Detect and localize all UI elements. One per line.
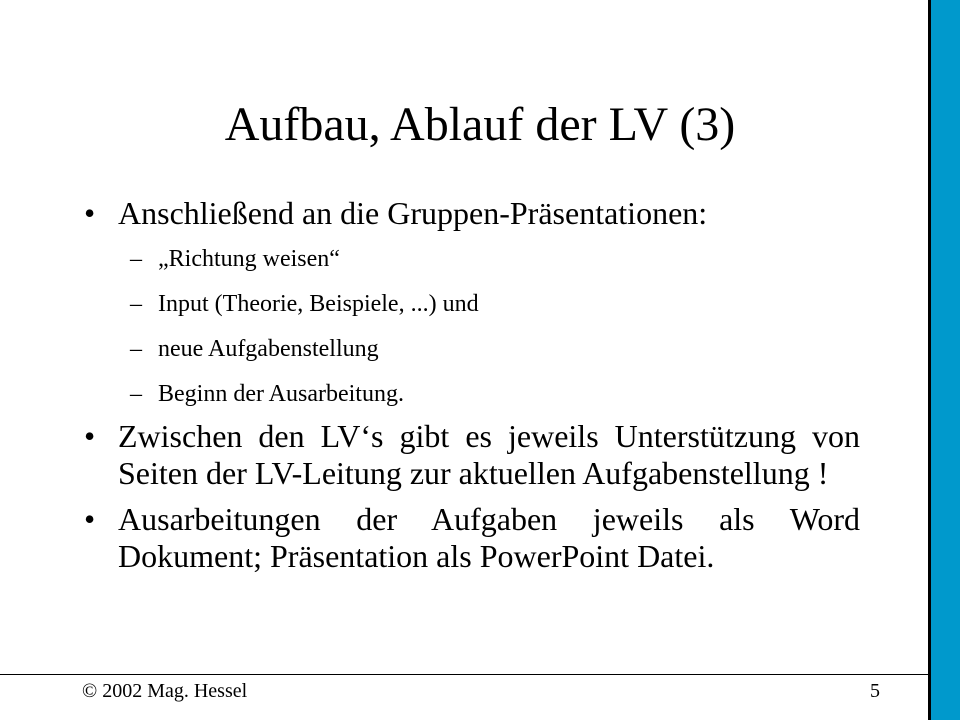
dash-icon: – — [130, 246, 142, 272]
bullet-text: Anschließend an die Gruppen-Präsentationen: — [118, 195, 708, 231]
bullet-icon: • — [84, 195, 96, 231]
sidebar-bar — [928, 0, 960, 720]
sub-item — [80, 379, 860, 409]
sub-item-text: Input (Theorie, Beispiele, ...) und — [158, 291, 479, 317]
sub-item-text: Beginn der Ausarbeitung. — [158, 381, 404, 407]
bullet-icon: • — [84, 501, 96, 537]
slide-title: Aufbau, Ablauf der LV (3) — [224, 98, 736, 151]
footer-page-number: 5 — [870, 680, 880, 702]
sub-item — [80, 289, 860, 319]
slide-content — [80, 195, 860, 575]
footer-copyright: © 2002 Mag. Hessel — [82, 680, 248, 702]
sub-item-text: „Richtung weisen“ — [158, 246, 340, 272]
dash-icon: – — [130, 381, 142, 407]
footer-divider — [0, 674, 928, 675]
sub-item — [80, 334, 860, 364]
bullet-item — [80, 501, 860, 575]
bullet-text: Ausarbeitungen der Aufgaben jeweils als Word Dokument; Präsentation als PowerPoint Datei. — [118, 501, 860, 574]
dash-icon: – — [130, 336, 142, 362]
sub-item — [80, 244, 860, 274]
sub-item-text: neue Aufgabenstellung — [158, 336, 379, 362]
bullet-item — [80, 195, 860, 232]
bullet-icon: • — [84, 418, 96, 454]
dash-icon: – — [130, 291, 142, 317]
bullet-item — [80, 418, 860, 492]
bullet-text: Zwischen den LV‘s gibt es jeweils Unterstützung von Seiten der LV-Leitung zur aktuellen Aufgabenstellung ! — [118, 418, 860, 491]
